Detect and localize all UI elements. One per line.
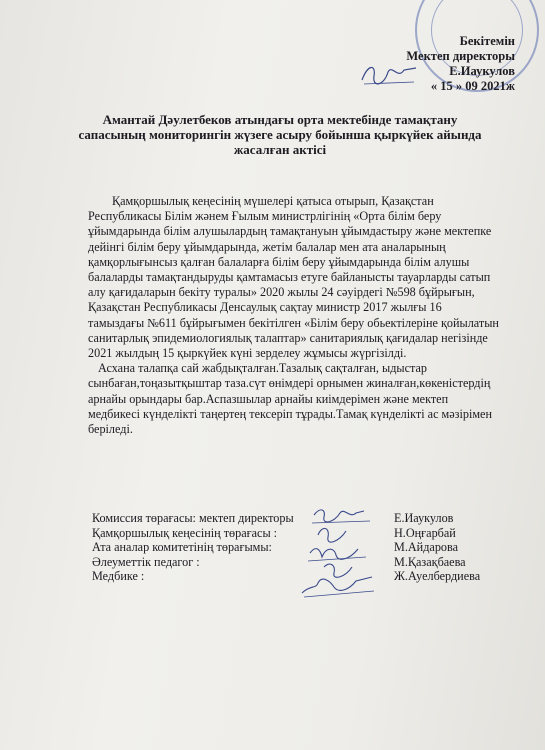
approval-date: « 15 » 09 2021ж [430, 79, 515, 93]
approval-block [406, 34, 515, 94]
signature-name: Е.Иаукулов [394, 511, 454, 525]
signature-name: М.Қазақбаева [394, 554, 466, 569]
approval-name: Е.Иаукулов [449, 64, 515, 78]
document-title [70, 112, 490, 157]
signature-role: Комиссия төрағасы: мектеп директоры [92, 511, 294, 525]
handwritten-signatures [300, 505, 400, 605]
signature-name: Ж.Ауелбердиева [394, 569, 481, 584]
signature-name: М.Айдарова [394, 540, 459, 555]
director-signature-top [358, 60, 418, 90]
document-body [88, 194, 500, 437]
signature-name: Н.Оңғарбай [394, 525, 456, 540]
signature-role: Әлеуметтік педагог : [92, 554, 200, 569]
body-paragraph-1: Қамқоршылық кеңесінің мүшелері қатыса отырып, Қазақстан Республикасы Білім жәнем Ғылым министрлігінің «Орта білім беру ұйымдарында білім алушылардың тамақтануын ұйымдастыру және мектепке дейінгі білім беру ұйымдарында, жетім балалар мен ата аналарының қамқорлығынсыз қалған балаларға білім беру ұйымдарында білім алушы балаларды тамақтандыруды қамтамасыз етуге байланысты тауарларды сатып алу қағидаларын бекіту туралы» 2020 жылы 24 сәуірдегі №598 бұйрығын, Қазақстан Республикасы Денсаулық сақтау министр 2017 жылғы 16 тамыздағы №611 бұйрығымен бекітілген «Білім беру обьектілеріне қойылатын санитарлық эпидемиологиялық талаптар» санитариялық қағидалар негізінде 2021 жылдың 15 қыркүйек күні зерделеу жұмысы жүргізілді. [88, 194, 499, 361]
signature-role: Медбике : [92, 569, 145, 584]
approval-heading: Бекітемін [459, 34, 515, 48]
signature-role: Қамқоршылық кеңесінің төрағасы : [92, 525, 278, 540]
title-line-1: Амантай Дәулетбеков атындағы орта мектебінде тамақтану [102, 112, 458, 127]
body-paragraph-2: Асхана талапқа сай жабдықталған.Тазалық сақталған, ыдыстар сынбаған,тоңазытқыштар таза.сүт өнімдері орнымен жиналған,көкеністердің арнайы орындары бар.Аспазшылар арнайы киімдерімен және мектеп медбикесі күнделікті таңертең тексеріп тұрады.Тамақ күнделікті ас мәзірімен беріледі. [88, 361, 492, 437]
title-line-3: жасалған актісі [233, 142, 327, 157]
signature-role: Ата аналар комитетінің төрағымы: [92, 540, 272, 555]
approval-position: Мектеп директоры [406, 49, 515, 63]
title-line-2: сапасының мониторингін жүзеге асыру бойынша қыркүйек айында [78, 127, 482, 142]
